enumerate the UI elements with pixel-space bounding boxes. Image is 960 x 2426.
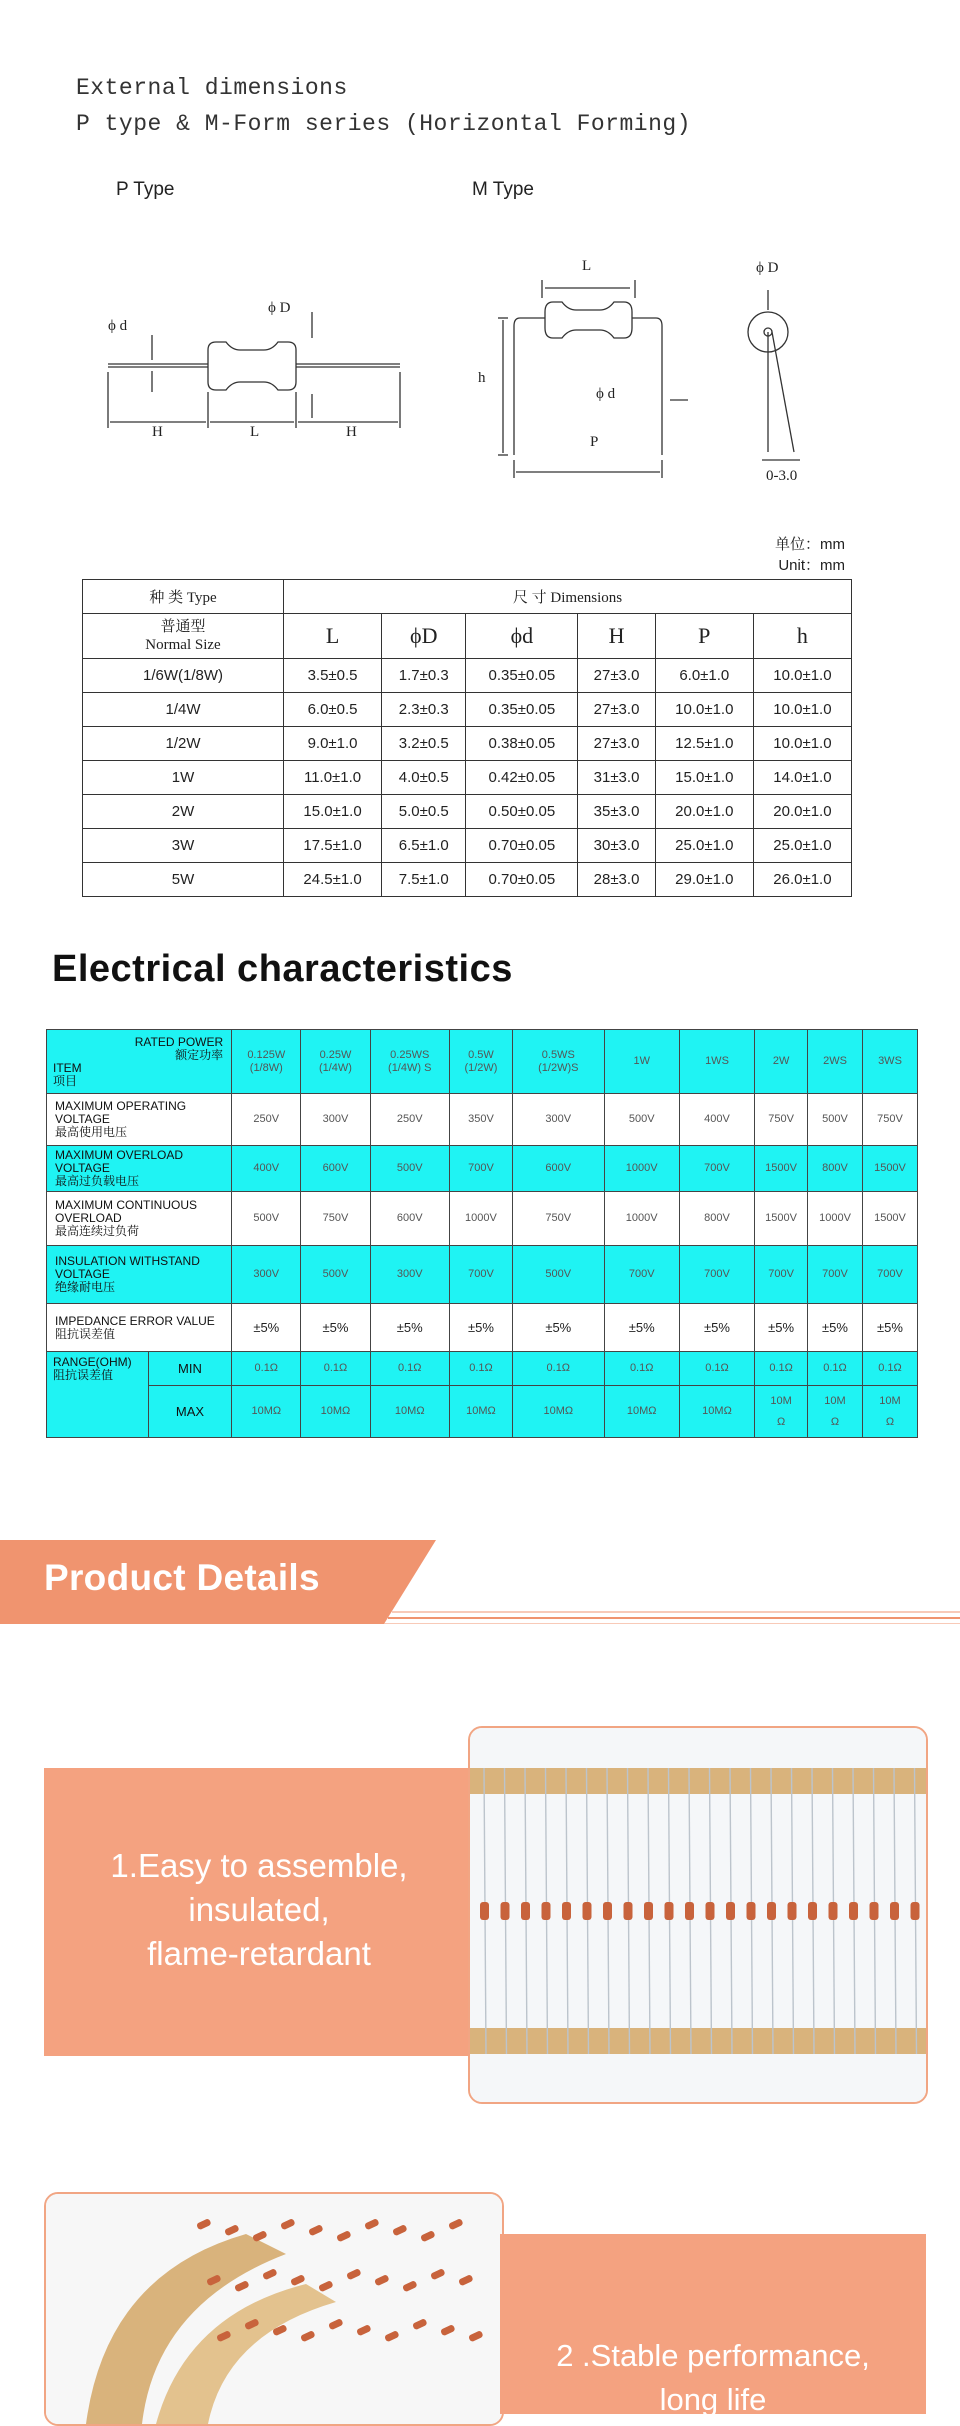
dim-value-cell: 0.50±0.05 bbox=[466, 795, 578, 829]
resistor-body bbox=[542, 1902, 551, 1920]
tape-bottom bbox=[470, 2028, 926, 2054]
dim-value-cell: 30±3.0 bbox=[578, 829, 655, 863]
max-value-line1: 10M bbox=[824, 1394, 846, 1407]
electrical-table-body bbox=[47, 1094, 918, 1438]
elec-value-cell: 750V bbox=[513, 1192, 605, 1246]
dim-value-cell: 1.7±0.3 bbox=[382, 659, 466, 693]
dim-value-cell: 20.0±1.0 bbox=[655, 795, 753, 829]
elec-item-cn: 最高过负载电压 bbox=[55, 1174, 140, 1188]
dim-header-row bbox=[83, 580, 852, 614]
resistor-body bbox=[624, 1902, 633, 1920]
power-header-b: (1/2W)S bbox=[538, 1061, 579, 1074]
range-en: RANGE(OHM) bbox=[53, 1355, 132, 1369]
elec-value-cell: 750V bbox=[301, 1192, 370, 1246]
max-value-cell bbox=[449, 1386, 512, 1438]
dim-value-cell: 0.38±0.05 bbox=[466, 727, 578, 761]
elec-value-cell: ±5% bbox=[232, 1304, 301, 1352]
power-header-a: 0.125W bbox=[247, 1048, 286, 1061]
feature2-photo bbox=[44, 2192, 504, 2426]
elec-value-cell: 500V bbox=[370, 1146, 449, 1192]
dim-size-cell: 3W bbox=[83, 829, 284, 863]
max-value-line1: 10M bbox=[879, 1394, 901, 1407]
col-L: L bbox=[284, 614, 382, 659]
elec-value-cell: 400V bbox=[232, 1146, 301, 1192]
item-cn: 项目 bbox=[53, 1073, 78, 1088]
elec-value-cell: 700V bbox=[449, 1246, 512, 1304]
power-header-cell bbox=[370, 1030, 449, 1094]
resistor-body bbox=[706, 1902, 715, 1920]
col-phiD: ϕD bbox=[382, 614, 466, 659]
col-h: h bbox=[753, 614, 851, 659]
resistor-body bbox=[603, 1902, 612, 1920]
elec-row bbox=[47, 1192, 918, 1246]
dim-value-cell: 10.0±1.0 bbox=[753, 693, 851, 727]
max-value-cell bbox=[604, 1386, 679, 1438]
max-value-line1: 10MΩ bbox=[320, 1405, 351, 1417]
dim-value-cell: 0.70±0.05 bbox=[466, 829, 578, 863]
power-header-cell bbox=[755, 1030, 808, 1094]
max-value-cell bbox=[808, 1386, 863, 1438]
elec-value-cell: 250V bbox=[232, 1094, 301, 1146]
p-phi-d-label: ϕ d bbox=[108, 318, 128, 334]
normal-cn: 普通型 bbox=[160, 619, 206, 635]
elec-value-cell: ±5% bbox=[679, 1304, 754, 1352]
max-value-line1: 10MΩ bbox=[702, 1405, 732, 1417]
dimension-diagrams bbox=[0, 160, 960, 500]
dim-value-cell: 27±3.0 bbox=[578, 659, 655, 693]
rated-power-header bbox=[47, 1030, 232, 1094]
resistor-body bbox=[911, 1902, 920, 1920]
elec-value-cell: ±5% bbox=[604, 1304, 679, 1352]
p-type-drawing bbox=[108, 312, 400, 428]
min-value-cell: 0.1Ω bbox=[604, 1352, 679, 1386]
dimensions-header: 尺 寸 Dimensions bbox=[284, 580, 852, 614]
max-value-line2: Ω bbox=[776, 1415, 786, 1428]
p-H-right-label: H bbox=[346, 424, 357, 440]
elec-value-cell: 700V bbox=[862, 1246, 917, 1304]
range-cn: 阻抗误差值 bbox=[53, 1368, 114, 1382]
feature2-panel bbox=[500, 2234, 926, 2417]
p-type-label: P Type bbox=[116, 179, 175, 200]
power-header-a: 3WS bbox=[878, 1055, 902, 1067]
m-phi-d-label: ϕ d bbox=[596, 386, 616, 402]
max-value-line1: 10M bbox=[770, 1394, 792, 1407]
dim-value-cell: 15.0±1.0 bbox=[655, 761, 753, 795]
col-P: P bbox=[655, 614, 753, 659]
dim-value-cell: 29.0±1.0 bbox=[655, 863, 753, 897]
dim-size-cell: 1W bbox=[83, 761, 284, 795]
elec-value-cell: 300V bbox=[370, 1246, 449, 1304]
power-header-b: (1/4W) S bbox=[388, 1061, 432, 1074]
elec-item-cell bbox=[47, 1246, 232, 1304]
resistor-body bbox=[747, 1902, 756, 1920]
elec-row bbox=[47, 1146, 918, 1192]
min-value-cell: 0.1Ω bbox=[755, 1352, 808, 1386]
dim-row bbox=[83, 693, 852, 727]
elec-value-cell: 700V bbox=[449, 1146, 512, 1192]
dim-value-cell: 20.0±1.0 bbox=[753, 795, 851, 829]
elec-item-en: MAXIMUM CONTINUOUS OVERLOAD bbox=[55, 1198, 197, 1225]
dim-value-cell: 25.0±1.0 bbox=[753, 829, 851, 863]
max-value-line1: 10MΩ bbox=[626, 1405, 657, 1417]
m-type-drawing bbox=[498, 280, 800, 478]
elec-row bbox=[47, 1304, 918, 1352]
max-value-line2: Ω bbox=[885, 1415, 895, 1428]
elec-value-cell: 300V bbox=[301, 1094, 370, 1146]
dim-value-cell: 9.0±1.0 bbox=[284, 727, 382, 761]
power-header-a: 0.5W bbox=[468, 1048, 494, 1061]
elec-value-cell: 700V bbox=[755, 1246, 808, 1304]
elec-value-cell: ±5% bbox=[808, 1304, 863, 1352]
elec-value-cell: ±5% bbox=[755, 1304, 808, 1352]
elec-value-cell: 700V bbox=[679, 1246, 754, 1304]
dim-value-cell: 10.0±1.0 bbox=[753, 727, 851, 761]
dim-value-cell: 10.0±1.0 bbox=[753, 659, 851, 693]
dim-value-cell: 26.0±1.0 bbox=[753, 863, 851, 897]
col-phid: ϕd bbox=[466, 614, 578, 659]
min-value-cell: 0.1Ω bbox=[679, 1352, 754, 1386]
feature1-line1: 1.Easy to assemble, bbox=[110, 1847, 408, 1884]
elec-item-en: INSULATION WITHSTAND VOLTAGE bbox=[55, 1254, 200, 1281]
elec-item-cn: 阻抗误差值 bbox=[55, 1326, 116, 1341]
elec-item-cn: 最高连续过负荷 bbox=[55, 1224, 140, 1238]
p-H-left-label: H bbox=[152, 424, 163, 440]
min-value-cell: 0.1Ω bbox=[301, 1352, 370, 1386]
elec-item-cell bbox=[47, 1146, 232, 1192]
feature1-line3: flame-retardant bbox=[147, 1935, 371, 1972]
elec-value-cell: 750V bbox=[755, 1094, 808, 1146]
elec-value-cell: 400V bbox=[679, 1094, 754, 1146]
power-header-cell bbox=[513, 1030, 605, 1094]
resistor-tape-image bbox=[470, 1728, 926, 2102]
resistor-body bbox=[788, 1902, 797, 1920]
elec-value-cell: 250V bbox=[370, 1094, 449, 1146]
dim-row bbox=[83, 829, 852, 863]
range-label-cell bbox=[47, 1352, 149, 1438]
feature1-text bbox=[44, 1844, 474, 1976]
elec-value-cell: 1500V bbox=[755, 1192, 808, 1246]
m-gap-label: 0-3.0 bbox=[766, 468, 798, 484]
max-label: MAX bbox=[148, 1386, 231, 1438]
elec-item-en: MAXIMUM OPERATING VOLTAGE bbox=[55, 1099, 187, 1126]
resistor-body bbox=[644, 1902, 653, 1920]
dim-value-cell: 12.5±1.0 bbox=[655, 727, 753, 761]
elec-value-cell: 1000V bbox=[604, 1192, 679, 1246]
max-value-line2: Ω bbox=[830, 1415, 840, 1428]
unit-cn: 单位：mm bbox=[775, 536, 845, 553]
dim-value-cell: 0.70±0.05 bbox=[466, 863, 578, 897]
elec-value-cell: 1500V bbox=[862, 1192, 917, 1246]
dim-size-cell: 1/2W bbox=[83, 727, 284, 761]
resistor-body bbox=[829, 1902, 838, 1920]
dim-table-body bbox=[83, 659, 852, 897]
normal-size-header bbox=[83, 614, 284, 659]
normal-en: Normal Size bbox=[145, 637, 221, 653]
electrical-title: Electrical characteristics bbox=[52, 948, 513, 990]
max-value-cell bbox=[301, 1386, 370, 1438]
elec-value-cell: 350V bbox=[449, 1094, 512, 1146]
feature1-photo bbox=[468, 1726, 928, 2104]
power-header-a: 0.25W bbox=[319, 1048, 352, 1061]
power-header-cell bbox=[301, 1030, 370, 1094]
elec-value-cell: 1000V bbox=[808, 1192, 863, 1246]
dim-value-cell: 6.0±1.0 bbox=[655, 659, 753, 693]
power-header-a: 1WS bbox=[705, 1055, 729, 1067]
max-value-cell bbox=[862, 1386, 917, 1438]
elec-value-cell: ±5% bbox=[370, 1304, 449, 1352]
feature1-line2: insulated, bbox=[188, 1891, 330, 1928]
external-dimensions-title bbox=[76, 70, 691, 142]
dim-value-cell: 28±3.0 bbox=[578, 863, 655, 897]
dim-value-cell: 0.42±0.05 bbox=[466, 761, 578, 795]
dim-row bbox=[83, 727, 852, 761]
max-value-cell bbox=[755, 1386, 808, 1438]
external-title-line1: External dimensions bbox=[76, 75, 348, 101]
dim-value-cell: 6.5±1.0 bbox=[382, 829, 466, 863]
dim-size-cell: 1/6W(1/8W) bbox=[83, 659, 284, 693]
elec-value-cell: 1500V bbox=[862, 1146, 917, 1192]
feature1-panel bbox=[44, 1768, 474, 2056]
type-header: 种 类 Type bbox=[83, 580, 284, 614]
power-header-cell bbox=[449, 1030, 512, 1094]
elec-item-en: IMPEDANCE ERROR VALUE bbox=[55, 1313, 215, 1328]
elec-value-cell: 500V bbox=[808, 1094, 863, 1146]
power-header-b: (1/8W) bbox=[249, 1061, 283, 1074]
power-header-cell bbox=[679, 1030, 754, 1094]
elec-value-cell: 700V bbox=[808, 1246, 863, 1304]
dim-row bbox=[83, 659, 852, 693]
elec-item-cn: 最高使用电压 bbox=[55, 1125, 128, 1139]
resistor-body bbox=[583, 1902, 592, 1920]
min-value-cell: 0.1Ω bbox=[370, 1352, 449, 1386]
dim-value-cell: 24.5±1.0 bbox=[284, 863, 382, 897]
resistor-body bbox=[562, 1902, 571, 1920]
resistor-body bbox=[767, 1902, 776, 1920]
elec-value-cell: 300V bbox=[232, 1246, 301, 1304]
dim-subheader-row bbox=[83, 614, 852, 659]
elec-value-cell: ±5% bbox=[301, 1304, 370, 1352]
resistor-body bbox=[726, 1902, 735, 1920]
resistor-reel-image bbox=[46, 2194, 502, 2424]
elec-value-cell: 500V bbox=[513, 1246, 605, 1304]
dim-size-cell: 1/4W bbox=[83, 693, 284, 727]
elec-value-cell: ±5% bbox=[449, 1304, 512, 1352]
col-H: H bbox=[578, 614, 655, 659]
max-value-line1: 10MΩ bbox=[543, 1405, 574, 1417]
elec-item-cn: 绝缘耐电压 bbox=[55, 1280, 116, 1294]
feature2-text bbox=[500, 2334, 926, 2422]
power-header-cell bbox=[808, 1030, 863, 1094]
dim-value-cell: 4.0±0.5 bbox=[382, 761, 466, 795]
dim-value-cell: 7.5±1.0 bbox=[382, 863, 466, 897]
elec-row bbox=[47, 1094, 918, 1146]
range-max-row bbox=[47, 1386, 918, 1438]
item-en: ITEM bbox=[53, 1060, 82, 1075]
dim-value-cell: 17.5±1.0 bbox=[284, 829, 382, 863]
range-min-row bbox=[47, 1352, 918, 1386]
product-details-title: Product Details bbox=[44, 1557, 320, 1598]
power-header-a: 2WS bbox=[823, 1055, 847, 1067]
resistor-body bbox=[870, 1902, 879, 1920]
max-value-cell bbox=[679, 1386, 754, 1438]
resistor-body bbox=[808, 1902, 817, 1920]
max-value-cell bbox=[370, 1386, 449, 1438]
dimensions-table bbox=[82, 579, 852, 897]
dim-value-cell: 35±3.0 bbox=[578, 795, 655, 829]
dim-value-cell: 2.3±0.3 bbox=[382, 693, 466, 727]
dim-value-cell: 11.0±1.0 bbox=[284, 761, 382, 795]
max-value-cell bbox=[513, 1386, 605, 1438]
m-type-label: M Type bbox=[472, 179, 534, 200]
dim-value-cell: 10.0±1.0 bbox=[655, 693, 753, 727]
m-L-label: L bbox=[582, 258, 592, 274]
resistor-body bbox=[480, 1902, 489, 1920]
dim-value-cell: 15.0±1.0 bbox=[284, 795, 382, 829]
m-P-label: P bbox=[590, 434, 599, 450]
dim-value-cell: 3.2±0.5 bbox=[382, 727, 466, 761]
resistor-body bbox=[890, 1902, 899, 1920]
elec-value-cell: 500V bbox=[604, 1094, 679, 1146]
rated-cn: 额定功率 bbox=[175, 1047, 224, 1062]
elec-value-cell: ±5% bbox=[862, 1304, 917, 1352]
elec-item-cell bbox=[47, 1192, 232, 1246]
feature2-line2: long life bbox=[659, 2382, 767, 2417]
tape-top bbox=[470, 1768, 926, 1794]
m-phi-D-label: ϕ D bbox=[756, 260, 779, 276]
max-value-cell bbox=[232, 1386, 301, 1438]
elec-value-cell: 300V bbox=[513, 1094, 605, 1146]
dim-value-cell: 6.0±0.5 bbox=[284, 693, 382, 727]
power-header-cell bbox=[604, 1030, 679, 1094]
power-header-a: 2W bbox=[772, 1055, 790, 1067]
min-value-cell: 0.1Ω bbox=[449, 1352, 512, 1386]
dim-value-cell: 14.0±1.0 bbox=[753, 761, 851, 795]
unit-en: Unit：mm bbox=[778, 557, 845, 574]
dim-size-cell: 2W bbox=[83, 795, 284, 829]
elec-value-cell: 800V bbox=[808, 1146, 863, 1192]
resistor-body bbox=[501, 1902, 510, 1920]
resistor-body bbox=[685, 1902, 694, 1920]
min-value-cell: 0.1Ω bbox=[232, 1352, 301, 1386]
p-phi-D-label: ϕ D bbox=[268, 300, 291, 316]
external-title-line2: P type & M-Form series (Horizontal Forming) bbox=[76, 111, 691, 137]
electrical-table bbox=[46, 1029, 918, 1438]
power-header-a: 0.5WS bbox=[541, 1048, 575, 1061]
elec-item-en: MAXIMUM OVERLOAD VOLTAGE bbox=[55, 1148, 184, 1175]
elec-value-cell: 1500V bbox=[755, 1146, 808, 1192]
min-value-cell: 0.1Ω bbox=[513, 1352, 605, 1386]
dim-row bbox=[83, 761, 852, 795]
dim-value-cell: 31±3.0 bbox=[578, 761, 655, 795]
max-value-line1: 10MΩ bbox=[466, 1405, 496, 1417]
min-value-cell: 0.1Ω bbox=[808, 1352, 863, 1386]
elec-value-cell: 500V bbox=[301, 1246, 370, 1304]
dim-value-cell: 0.35±0.05 bbox=[466, 659, 578, 693]
dim-value-cell: 5.0±0.5 bbox=[382, 795, 466, 829]
resistor-body bbox=[521, 1902, 530, 1920]
min-value-cell: 0.1Ω bbox=[862, 1352, 917, 1386]
elec-value-cell: 600V bbox=[513, 1146, 605, 1192]
power-header-b: (1/2W) bbox=[464, 1061, 498, 1074]
p-L-label: L bbox=[250, 424, 260, 440]
elec-value-cell: 1000V bbox=[449, 1192, 512, 1246]
min-label: MIN bbox=[148, 1352, 231, 1386]
power-header-a: 1W bbox=[633, 1055, 650, 1067]
resistor-body bbox=[849, 1902, 858, 1920]
elec-value-cell: 600V bbox=[370, 1192, 449, 1246]
elec-row bbox=[47, 1246, 918, 1304]
dim-value-cell: 27±3.0 bbox=[578, 693, 655, 727]
elec-value-cell: 1000V bbox=[604, 1146, 679, 1192]
elec-value-cell: 500V bbox=[232, 1192, 301, 1246]
power-header-cell bbox=[862, 1030, 917, 1094]
dim-value-cell: 0.35±0.05 bbox=[466, 693, 578, 727]
unit-note bbox=[775, 534, 845, 576]
dim-size-cell: 5W bbox=[83, 863, 284, 897]
power-header-a: 0.25WS bbox=[390, 1048, 430, 1061]
m-h-label: h bbox=[478, 370, 486, 386]
elec-value-cell: 700V bbox=[604, 1246, 679, 1304]
elec-value-cell: 800V bbox=[679, 1192, 754, 1246]
power-header-b: (1/4W) bbox=[318, 1061, 352, 1074]
elec-item-cell bbox=[47, 1094, 232, 1146]
dim-value-cell: 27±3.0 bbox=[578, 727, 655, 761]
max-value-line1: 10MΩ bbox=[394, 1405, 425, 1417]
dim-row bbox=[83, 863, 852, 897]
dim-value-cell: 25.0±1.0 bbox=[655, 829, 753, 863]
power-header-cell bbox=[232, 1030, 301, 1094]
feature2-line1: 2 .Stable performance, bbox=[556, 2338, 870, 2373]
rated-en: RATED POWER bbox=[134, 1034, 224, 1049]
elec-value-cell: ±5% bbox=[513, 1304, 605, 1352]
dim-row bbox=[83, 795, 852, 829]
max-value-line1: 10MΩ bbox=[251, 1405, 282, 1417]
elec-header-row bbox=[47, 1030, 918, 1094]
dim-value-cell: 3.5±0.5 bbox=[284, 659, 382, 693]
elec-value-cell: 600V bbox=[301, 1146, 370, 1192]
resistor-body bbox=[665, 1902, 674, 1920]
elec-value-cell: 750V bbox=[862, 1094, 917, 1146]
elec-item-cell bbox=[47, 1304, 232, 1352]
elec-value-cell: 700V bbox=[679, 1146, 754, 1192]
